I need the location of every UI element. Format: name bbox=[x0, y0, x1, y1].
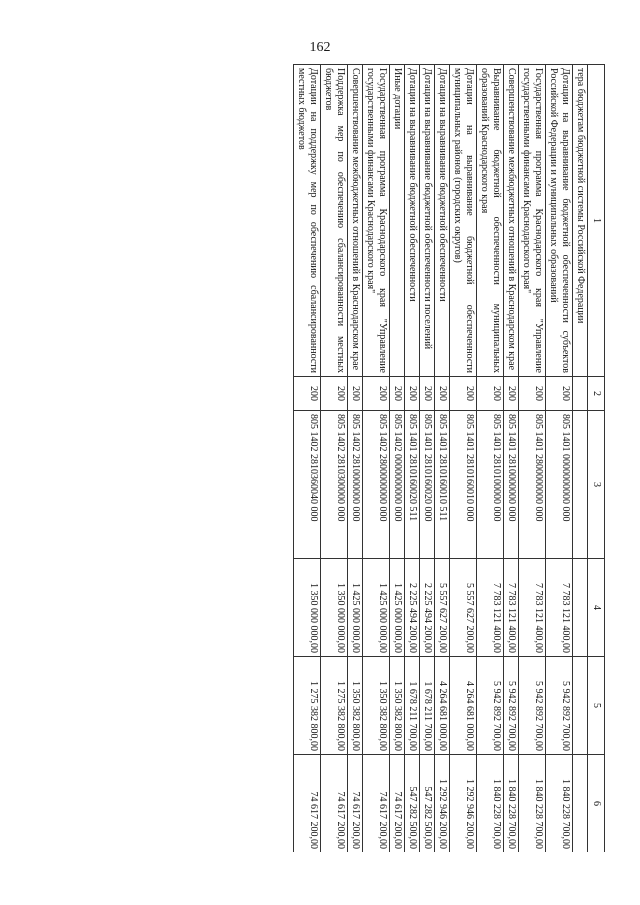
row-value-col-5: 1 350 382 800,00 bbox=[390, 657, 405, 755]
row-value-col-5: 5 942 892 700,00 bbox=[504, 657, 519, 755]
row-kvr: 200 bbox=[435, 377, 450, 411]
row-code: 805 1402 2810300000 000 bbox=[321, 411, 348, 559]
row-name: Государственная программа Краснодарского края "Управление государственными финансами Краснодарского края" bbox=[363, 65, 390, 377]
row-kvr: 200 bbox=[348, 377, 363, 411]
row-kvr: 200 bbox=[504, 377, 519, 411]
table-row bbox=[477, 65, 504, 853]
table-row bbox=[546, 65, 573, 853]
row-value-col-4: 7 783 121 400,00 bbox=[546, 559, 573, 657]
row-kvr: 200 bbox=[390, 377, 405, 411]
table-row bbox=[420, 65, 435, 853]
row-value-col-6: 1 292 946 200,00 bbox=[450, 755, 477, 853]
row-value-col-4: 1 425 000 000,00 bbox=[348, 559, 363, 657]
row-kvr: 200 bbox=[321, 377, 348, 411]
row-value-col-4: 2 225 494 200,00 bbox=[405, 559, 420, 657]
row-name: Дотации на выравнивание бюджетной обеспеченности bbox=[435, 65, 450, 377]
row-code: 805 1401 2810100000 000 bbox=[477, 411, 504, 559]
row-value-col-6: 547 282 500,00 bbox=[420, 755, 435, 853]
row-value-col-4: 5 557 627 200,00 bbox=[435, 559, 450, 657]
row-code: 805 1402 2810360040 000 bbox=[294, 411, 321, 559]
row-name: Дотации на поддержку мер по обеспечению сбалансированности местных бюджетов bbox=[294, 65, 321, 377]
row-value-col-6: 74 617 200,00 bbox=[363, 755, 390, 853]
row-value-col-4: 7 783 121 400,00 bbox=[477, 559, 504, 657]
row-kvr: 200 bbox=[363, 377, 390, 411]
row-value-col-5 bbox=[573, 657, 588, 755]
row-value-col-4: 1 350 000 000,00 bbox=[294, 559, 321, 657]
row-value-col-6: 74 617 200,00 bbox=[321, 755, 348, 853]
row-value-col-4: 1 425 000 000,00 bbox=[390, 559, 405, 657]
table-row bbox=[321, 65, 348, 853]
budget-table bbox=[293, 64, 605, 852]
table-container bbox=[60, 64, 605, 852]
row-code bbox=[573, 411, 588, 559]
row-value-col-6: 1 840 228 700,00 bbox=[546, 755, 573, 853]
row-kvr: 200 bbox=[519, 377, 546, 411]
row-value-col-5: 5 942 892 700,00 bbox=[546, 657, 573, 755]
row-name: Выравнивание бюджетной обеспеченности муниципальных образований Краснодарского края bbox=[477, 65, 504, 377]
row-value-col-5: 1 350 382 800,00 bbox=[363, 657, 390, 755]
header-col-4: 4 bbox=[588, 559, 605, 657]
row-value-col-5: 5 942 892 700,00 bbox=[477, 657, 504, 755]
table-row bbox=[573, 65, 588, 853]
page-number: 162 bbox=[309, 40, 331, 55]
row-value-col-5: 4 264 681 000,00 bbox=[450, 657, 477, 755]
row-kvr: 200 bbox=[546, 377, 573, 411]
row-kvr: 200 bbox=[294, 377, 321, 411]
row-value-col-6: 1 840 228 700,00 bbox=[519, 755, 546, 853]
row-code: 805 1401 2800000000 000 bbox=[519, 411, 546, 559]
table-row bbox=[294, 65, 321, 853]
row-value-col-5: 5 942 892 700,00 bbox=[519, 657, 546, 755]
row-value-col-5: 1 678 211 700,00 bbox=[420, 657, 435, 755]
header-col-3: 3 bbox=[588, 411, 605, 559]
row-value-col-6: 1 840 228 700,00 bbox=[477, 755, 504, 853]
row-kvr: 200 bbox=[477, 377, 504, 411]
table-row bbox=[519, 65, 546, 853]
table-row bbox=[450, 65, 477, 853]
rotated-table-frame bbox=[60, 64, 605, 852]
row-name: Дотации на выравнивание бюджетной обеспеченности поселений bbox=[420, 65, 435, 377]
row-code: 805 1401 2810160010 511 bbox=[435, 411, 450, 559]
row-kvr bbox=[573, 377, 588, 411]
header-col-5: 5 bbox=[588, 657, 605, 755]
row-value-col-6: 74 617 200,00 bbox=[348, 755, 363, 853]
header-col-2: 2 bbox=[588, 377, 605, 411]
row-name: Совершенствование межбюджетных отношений в Краснодарском крае bbox=[348, 65, 363, 377]
row-value-col-6: 1 292 946 200,00 bbox=[435, 755, 450, 853]
row-value-col-6: 1 840 228 700,00 bbox=[504, 755, 519, 853]
row-value-col-6 bbox=[573, 755, 588, 853]
row-code: 805 1401 2810160020 511 bbox=[405, 411, 420, 559]
row-value-col-5: 4 264 681 000,00 bbox=[435, 657, 450, 755]
row-name: Иные дотации bbox=[390, 65, 405, 377]
table-row bbox=[348, 65, 363, 853]
table-row bbox=[504, 65, 519, 853]
table-row bbox=[390, 65, 405, 853]
row-code: 805 1401 2810160010 000 bbox=[450, 411, 477, 559]
row-name: Поддержка мер по обеспечению сбалансированности местных бюджетов bbox=[321, 65, 348, 377]
row-name: Дотации на выравнивание бюджетной обеспеченности субъектов Российской Федерации и муниципальных образований bbox=[546, 65, 573, 377]
row-value-col-4: 7 783 121 400,00 bbox=[504, 559, 519, 657]
row-value-col-4: 1 350 000 000,00 bbox=[321, 559, 348, 657]
row-code: 805 1401 2810000000 000 bbox=[504, 411, 519, 559]
row-kvr: 200 bbox=[405, 377, 420, 411]
row-code: 805 1401 0000000000 000 bbox=[546, 411, 573, 559]
row-name: Дотации на выравнивание бюджетной обеспеченности муниципальных районов (городских округов) bbox=[450, 65, 477, 377]
row-value-col-4: 1 425 000 000,00 bbox=[363, 559, 390, 657]
row-name: Дотации на выравнивание бюджетной обеспеченности bbox=[405, 65, 420, 377]
table-body bbox=[294, 65, 588, 853]
row-code: 805 1402 2810000000 000 bbox=[348, 411, 363, 559]
row-value-col-5: 1 275 382 800,00 bbox=[294, 657, 321, 755]
table-row bbox=[435, 65, 450, 853]
table-row bbox=[363, 65, 390, 853]
row-code: 805 1402 2800000000 000 bbox=[363, 411, 390, 559]
table-row bbox=[405, 65, 420, 853]
header-row bbox=[588, 65, 605, 853]
row-value-col-6: 547 282 500,00 bbox=[405, 755, 420, 853]
row-value-col-6: 74 617 200,00 bbox=[294, 755, 321, 853]
row-name: Государственная программа Краснодарского края "Управление государственными финансами Краснодарского края" bbox=[519, 65, 546, 377]
row-value-col-4: 2 225 494 200,00 bbox=[420, 559, 435, 657]
row-value-col-5: 1 275 382 800,00 bbox=[321, 657, 348, 755]
row-kvr: 200 bbox=[420, 377, 435, 411]
row-name: Совершенствование межбюджетных отношений в Краснодарском крае bbox=[504, 65, 519, 377]
row-value-col-6: 74 617 200,00 bbox=[390, 755, 405, 853]
header-col-6: 6 bbox=[588, 755, 605, 853]
row-kvr: 200 bbox=[450, 377, 477, 411]
header-col-1: 1 bbox=[588, 65, 605, 377]
row-value-col-5: 1 350 382 800,00 bbox=[348, 657, 363, 755]
row-code: 805 1402 0000000000 000 bbox=[390, 411, 405, 559]
row-value-col-4: 5 557 627 200,00 bbox=[450, 559, 477, 657]
row-value-col-5: 1 678 211 700,00 bbox=[405, 657, 420, 755]
row-code: 805 1401 2810160020 000 bbox=[420, 411, 435, 559]
row-value-col-4 bbox=[573, 559, 588, 657]
row-value-col-4: 7 783 121 400,00 bbox=[519, 559, 546, 657]
row-name: тера бюджетам бюджетной системы Российской Федерации bbox=[573, 65, 588, 377]
